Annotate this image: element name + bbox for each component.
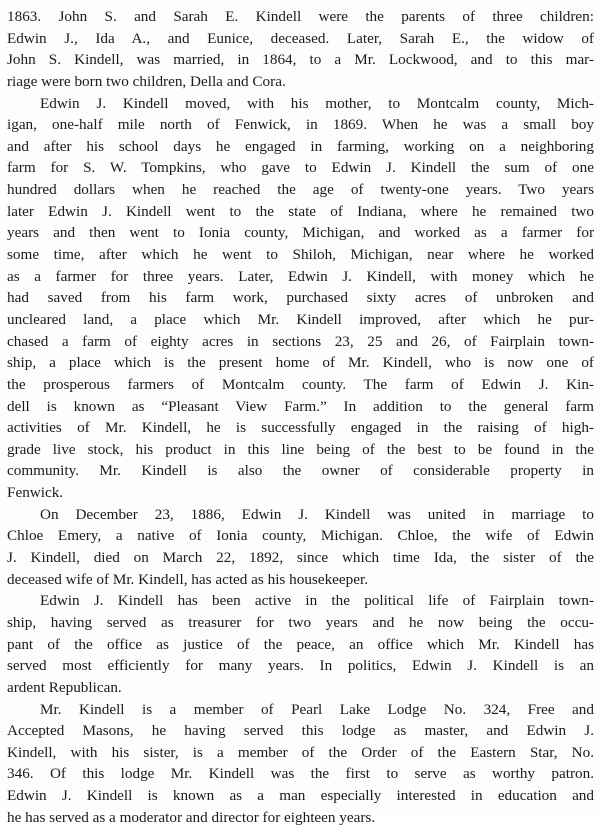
text-line: and after his school days he engaged in farming, working on a neighboring <box>7 136 594 158</box>
text-line: chased a farm of eighty acres in sections 23, 25 and 26, of Fairplain town- <box>7 331 594 353</box>
text-line: Mr. Kindell is a member of Pearl Lake Lodge No. 324, Free and <box>7 699 594 721</box>
paragraph <box>7 6 594 93</box>
text-line: igan, one-half mile north of Fenwick, in 1869. When he was a small boy <box>7 114 594 136</box>
text-line: Edwin J. Kindell has been active in the political life of Fairplain town- <box>7 590 594 612</box>
text-line: Fenwick. <box>7 482 594 504</box>
text-line: farm for S. W. Tompkins, who gave to Edwin J. Kindell the sum of one <box>7 157 594 179</box>
text-line: John S. Kindell, was married, in 1864, to a Mr. Lockwood, and to this mar- <box>7 49 594 71</box>
text-line: he has served as a moderator and director for eighteen years. <box>7 807 594 828</box>
paragraph <box>7 590 594 698</box>
text-line: 346. Of this lodge Mr. Kindell was the first to serve as worthy patron. <box>7 763 594 785</box>
body-text <box>7 6 594 828</box>
text-line: riage were born two children, Della and Cora. <box>7 71 594 93</box>
text-line: Kindell, with his sister, is a member of the Order of the Eastern Star, No. <box>7 742 594 764</box>
text-line: deceased wife of Mr. Kindell, has acted as his housekeeper. <box>7 569 594 591</box>
text-line: Chloe Emery, a native of Ionia county, Michigan. Chloe, the wife of Edwin <box>7 525 594 547</box>
paragraph <box>7 504 594 591</box>
text-line: dell is known as “Pleasant View Farm.” In addition to the general farm <box>7 396 594 418</box>
text-line: later Edwin J. Kindell went to the state of Indiana, where he remained two <box>7 201 594 223</box>
text-line: Accepted Masons, he having served this lodge as master, and Edwin J. <box>7 720 594 742</box>
text-line: pant of the office as justice of the peace, an office which Mr. Kindell has <box>7 634 594 656</box>
text-line: Edwin J. Kindell is known as a man especially interested in education and <box>7 785 594 807</box>
text-line: Edwin J. Kindell moved, with his mother, to Montcalm county, Mich- <box>7 93 594 115</box>
text-line: had saved from his farm work, purchased sixty acres of unbroken and <box>7 287 594 309</box>
text-line: activities of Mr. Kindell, he is successfully engaged in the raising of high- <box>7 417 594 439</box>
text-line: ardent Republican. <box>7 677 594 699</box>
text-line: 1863. John S. and Sarah E. Kindell were the parents of three children: <box>7 6 594 28</box>
paragraph <box>7 93 594 504</box>
text-line: the prosperous farmers of Montcalm county. The farm of Edwin J. Kin- <box>7 374 594 396</box>
text-line: as a farmer for three years. Later, Edwin J. Kindell, with money which he <box>7 266 594 288</box>
text-line: uncleared land, a place which Mr. Kindell improved, after which he pur- <box>7 309 594 331</box>
text-line: community. Mr. Kindell is also the owner of considerable property in <box>7 460 594 482</box>
text-line: ship, having served as treasurer for two years and he now being the occu- <box>7 612 594 634</box>
text-line: some time, after which he went to Shiloh, Michigan, near where he worked <box>7 244 594 266</box>
text-line: served most efficiently for many years. In politics, Edwin J. Kindell is an <box>7 655 594 677</box>
text-line: hundred dollars when he reached the age of twenty-one years. Two years <box>7 179 594 201</box>
text-line: J. Kindell, died on March 22, 1892, since which time Ida, the sister of the <box>7 547 594 569</box>
paragraph <box>7 699 594 828</box>
text-line: years and then went to Ionia county, Michigan, and worked as a farmer for <box>7 222 594 244</box>
text-line: Edwin J., Ida A., and Eunice, deceased. Later, Sarah E., the widow of <box>7 28 594 50</box>
text-line: grade live stock, his product in this line being of the best to be found in the <box>7 439 594 461</box>
text-line: ship, a place which is the present home of Mr. Kindell, who is now one of <box>7 352 594 374</box>
text-line: On December 23, 1886, Edwin J. Kindell was united in marriage to <box>7 504 594 526</box>
